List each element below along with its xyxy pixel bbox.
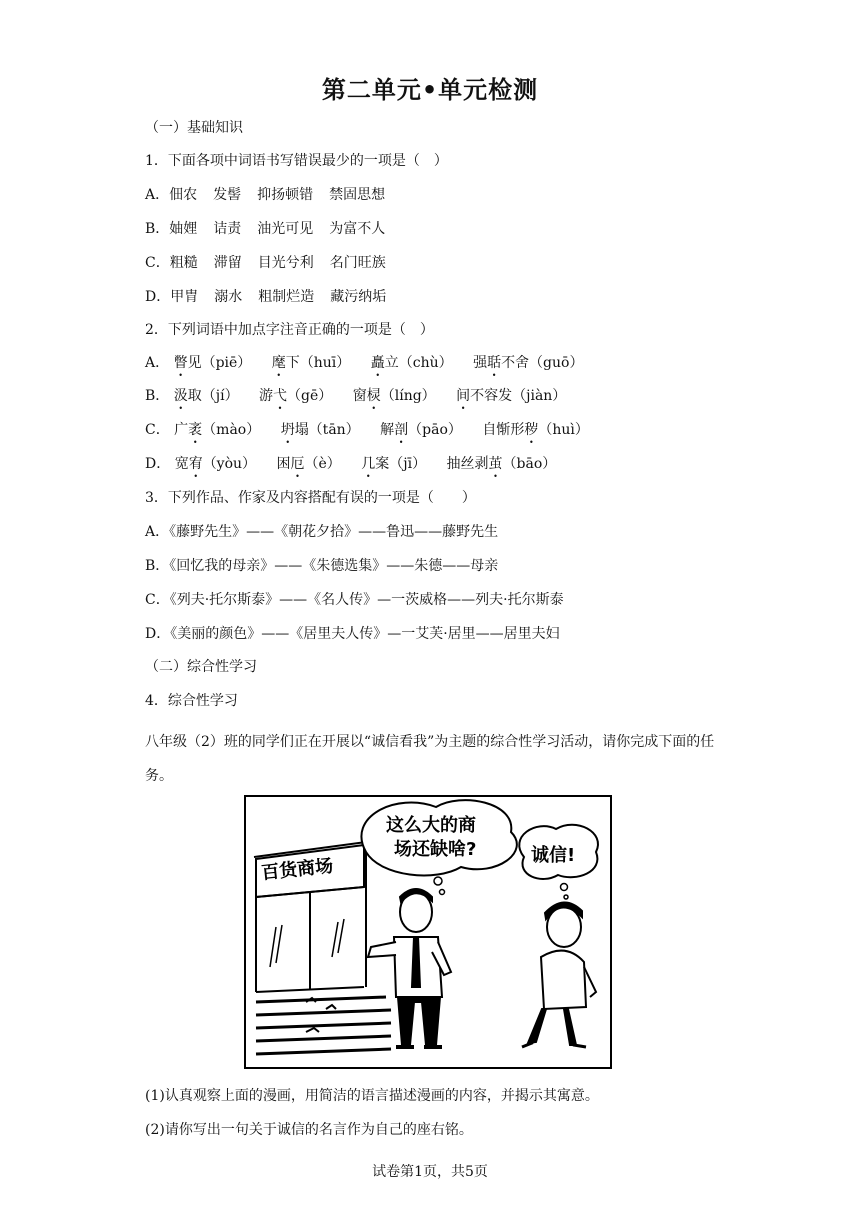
item-suffix: （pāo） [408,422,462,438]
item-suffix: 取（jí） [187,388,239,404]
option-item [361,455,426,473]
option-word: 妯娌 [169,221,198,237]
dotted-char: 茧 [488,456,503,472]
item-suffix: （bāo） [502,456,557,472]
item-prefix: 游 [259,388,274,404]
option-item [371,354,453,372]
option-word: 名门旺族 [329,255,386,271]
item-suffix: （è） [304,456,341,472]
question-2-option-b [145,387,582,405]
integrity-cartoon [244,795,612,1069]
question-3-option-d: D．《美丽的颜色》——《居里夫人传》—一艾芙·居里——居里夫妇 [145,626,560,642]
option-word: 诘责 [213,221,242,237]
exam-title: 第二单元•单元检测 [321,76,539,104]
bubble-left-line1: 这么大的商 [386,815,476,836]
item-suffix: （gē） [287,388,333,404]
item-suffix: 下（huī） [285,355,351,371]
option-word: 溺水 [214,289,243,305]
question-4-sub-2: (2)请你写出一句关于诚信的名言作为自己的座右铭。 [145,1122,473,1138]
option-item [277,455,341,473]
dotted-char: 厄 [290,456,305,472]
bubble-right-text: 诚信! [531,845,576,866]
question-2-option-a [145,354,599,372]
question-1-option-a [145,186,401,204]
option-item [259,387,332,405]
question-1-option-b [145,220,401,238]
option-word: 油光可见 [257,221,314,237]
dotted-char: 坍 [280,422,295,438]
item-suffix: 见（piē） [187,355,252,371]
question-3-option-a: A．《藤野先生》——《朝花夕拾》——鲁迅——藤野先生 [145,524,499,540]
item-suffix: 塌（tān） [294,422,360,438]
page-footer: 试卷第1页，共5页 [372,1164,488,1180]
option-word: 抑扬顿错 [257,187,314,203]
option-item [281,421,360,439]
option-word: 发髻 [213,187,242,203]
option-letter: B． [145,221,170,237]
item-prefix: 广 [174,422,189,438]
dotted-char: 聒 [487,355,502,371]
option-word: 滞留 [213,255,242,271]
option-item [473,354,583,372]
item-suffix: 立（chù） [384,355,453,371]
dotted-char: 剖 [394,422,409,438]
option-letter: C． [145,255,170,271]
question-4-stem: 4．综合性学习 [145,693,238,709]
section-heading-comprehensive: （二）综合性学习 [145,659,257,675]
option-word: 禁固思想 [329,187,386,203]
option-item [380,421,462,439]
option-letter: B． [145,388,170,404]
item-suffix: 不舍（guō） [501,355,584,371]
option-item [175,455,256,473]
item-prefix: 窗 [352,388,367,404]
question-3-option-b: B．《回忆我的母亲》——《朱德选集》——朱德——母亲 [145,558,499,574]
option-item [174,421,260,439]
dotted-char: 间 [456,388,471,404]
question-4-intro: 八年级（2）班的同学们正在开展以“诚信看我”为主题的综合性学习活动，请你完成下面的任务。 [145,734,715,784]
question-3-stem: 3．下列作品、作家及内容搭配有误的一项是（ ） [145,490,476,506]
dotted-char: 弋 [273,388,288,404]
option-item [447,455,557,473]
option-word: 甲胄 [170,289,199,305]
ground-steps [256,997,391,1054]
dotted-char: 秽 [524,422,539,438]
bubble-left-line2: 场还缺啥? [394,839,477,860]
dotted-char: 麾 [271,355,286,371]
item-suffix: （yòu） [202,456,257,472]
dotted-char: 矗 [370,355,385,371]
item-prefix: 强 [473,355,488,371]
item-prefix: 困 [276,456,291,472]
dotted-char: 瞥 [173,355,188,371]
option-word: 藏污纳垢 [330,289,387,305]
item-suffix: 不容发（jiàn） [470,388,567,404]
dotted-char: 汲 [173,388,188,404]
option-item [272,354,351,372]
option-word: 粗制烂造 [258,289,315,305]
question-1-stem: 1．下面各项中词语书写错误最少的一项是（ ） [145,153,448,169]
option-word: 为富不人 [329,221,386,237]
question-2-stem: 2．下列词语中加点字注音正确的一项是（ ） [145,322,434,338]
item-suffix: （líng） [380,388,436,404]
walking-man-figure [522,902,596,1047]
option-letter: A． [145,187,170,203]
option-item [456,387,566,405]
item-suffix: （huì） [538,422,589,438]
item-prefix: 宽 [174,456,189,472]
item-suffix: （mào） [202,422,261,438]
question-1-option-d [145,288,402,306]
dotted-char: 棂 [366,388,381,404]
question-3-option-c: C．《列夫·托尔斯泰》——《名人传》—一茨威格——列夫·托尔斯泰 [145,592,564,608]
item-prefix: 抽丝剥 [446,456,489,472]
question-2-option-c [145,421,605,439]
store-sign-text: 百货商场 [260,855,335,884]
option-word: 目光兮利 [257,255,314,271]
item-prefix: 解 [380,422,395,438]
option-letter: D． [145,456,171,472]
option-letter: D． [145,289,171,305]
question-4-sub-1: (1)认真观察上面的漫画，用简洁的语言描述漫画的内容，并揭示其寓意。 [145,1088,599,1104]
section-heading-basic: （一）基础知识 [145,120,243,136]
option-word: 粗糙 [169,255,198,271]
option-letter: C． [145,422,170,438]
option-item [482,421,589,439]
option-letter: A． [145,355,170,371]
item-suffix: 案（jī） [375,456,427,472]
dotted-char: 宥 [188,456,203,472]
dotted-char: 几 [361,456,376,472]
option-item [174,354,252,372]
option-item [174,387,239,405]
question-1-option-c [145,254,402,272]
question-2-option-d [145,455,572,473]
item-prefix: 自惭形 [482,422,525,438]
option-word: 佃农 [169,187,198,203]
dotted-char: 袤 [188,422,203,438]
option-item [353,387,436,405]
